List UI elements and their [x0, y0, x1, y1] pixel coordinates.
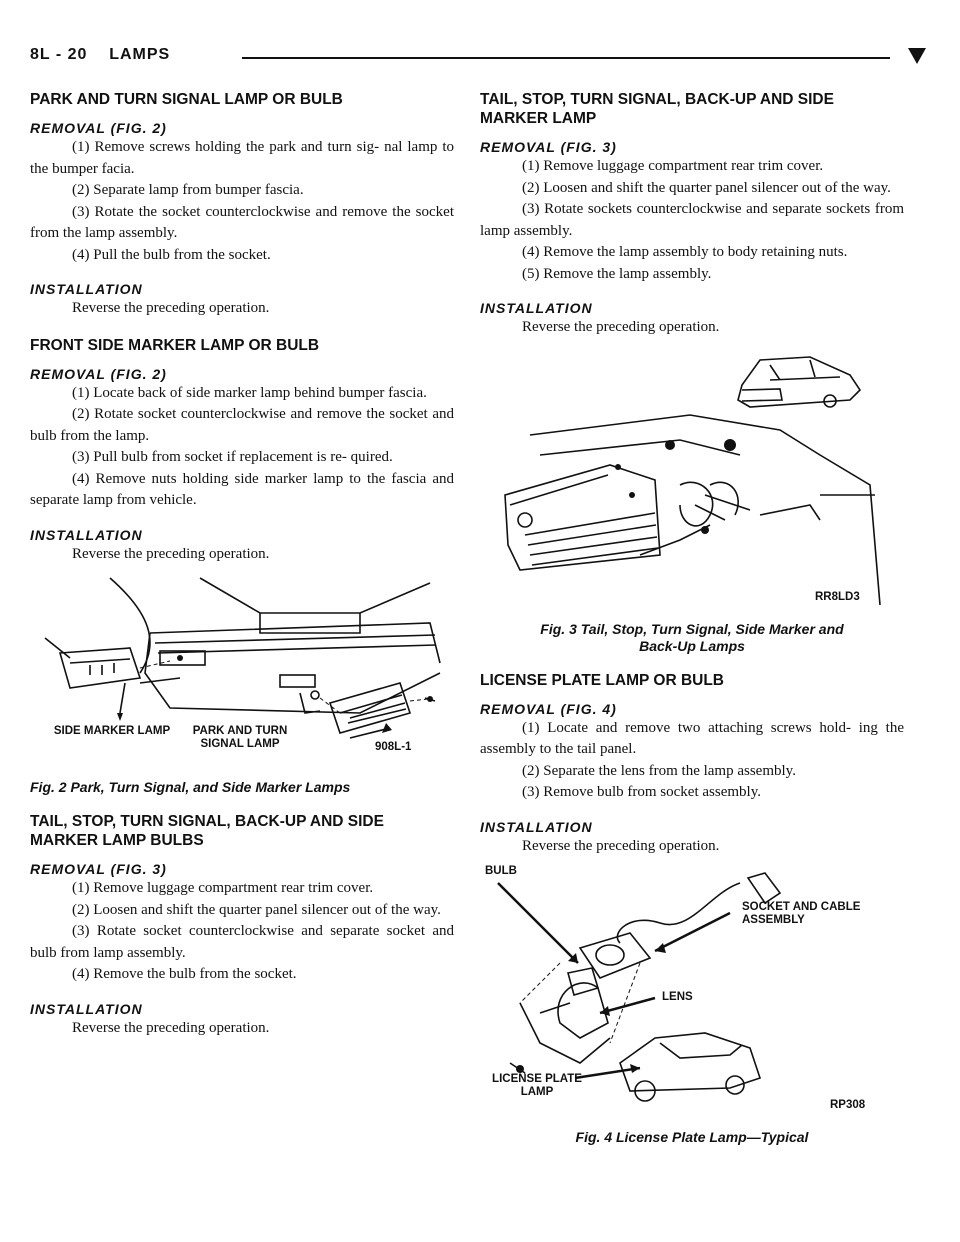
section-title: TAIL, STOP, TURN SIGNAL, BACK-UP AND SIDE MARKER LAMP BULBS	[30, 813, 384, 849]
chapter-triangle-icon	[908, 48, 926, 64]
section-title: FRONT SIDE MARKER LAMP OR BULB	[30, 336, 320, 354]
subsection-title: INSTALLATION	[30, 281, 143, 297]
bulb-label: BULB	[485, 865, 517, 877]
section-title: PARK AND TURN SIGNAL LAMP OR BULB	[30, 91, 343, 108]
side-marker-lamp-label: SIDE MARKER LAMP	[53, 725, 171, 737]
step-text: Reverse the preceding operation.	[72, 1019, 270, 1036]
figure-caption: Fig. 4 License Plate Lamp—Typical	[575, 1129, 809, 1145]
step-text: (1) Remove luggage compartment rear trim cover.	[72, 880, 374, 896]
step-text: Reverse the preceding operation.	[522, 319, 720, 335]
figure-code: RP308	[830, 1099, 866, 1111]
step-text: (3) Pull bulb from socket if replacement is re- quired.	[72, 449, 393, 465]
figure-caption-line: Fig. 3 Tail, Stop, Turn Signal, Side Marker and	[540, 620, 844, 637]
step-text: (1) Remove screws holding the park and turn sig- nal lamp to the bumper facia.	[30, 139, 454, 177]
step-text: (2) Loosen and shift the quarter panel silencer out of the way.	[522, 179, 891, 196]
step-text: Reverse the preceding operation.	[522, 837, 720, 854]
page-number-section: 8L - 20 LAMPS	[30, 46, 171, 63]
step-text: Reverse the preceding operation.	[72, 300, 270, 316]
page-header	[30, 44, 930, 72]
step-text: (1) Locate back of side marker lamp behind bumper fascia.	[72, 384, 427, 401]
step-text: (2) Separate the lens from the lamp assembly.	[522, 762, 796, 779]
step-text: (1) Locate and remove two attaching screws hold- ing the assembly to the tail panel.	[480, 719, 904, 757]
step-text: (4) Remove nuts holding side marker lamp to the fascia and separate lamp from vehicle.	[30, 470, 454, 508]
section-title: LICENSE PLATE LAMP OR BULB	[480, 671, 724, 689]
step-text: (3) Rotate socket counterclockwise and separate socket and bulb from lamp assembly.	[30, 923, 454, 961]
subsection-title: REMOVAL (FIG. 2)	[30, 365, 167, 382]
lens-label: LENS	[662, 991, 693, 1003]
step-text: (3) Rotate the socket counterclockwise and remove the socket from the lamp assembly.	[30, 203, 454, 241]
left-column	[30, 90, 454, 1039]
step-text: (2) Rotate socket counterclockwise and remove the socket and bulb from the lamp.	[30, 406, 454, 444]
figure-caption-line: Back-Up Lamps	[639, 637, 745, 654]
figure-caption: Fig. 2 Park, Turn Signal, and Side Marker Lamps	[30, 779, 351, 795]
step-text: (4) Pull the bulb from the socket.	[72, 246, 271, 263]
right-column	[480, 90, 904, 1146]
header-rule	[242, 57, 890, 59]
figure-caption	[480, 621, 904, 655]
step-text: Reverse the preceding operation.	[72, 545, 270, 562]
step-text: (3) Rotate sockets counterclockwise and separate sockets from lamp assembly.	[480, 201, 904, 239]
step-text: (2) Loosen and shift the quarter panel silencer out of the way.	[72, 901, 441, 918]
step-text: (4) Remove the lamp assembly to body retaining nuts.	[522, 244, 848, 260]
subsection-title: INSTALLATION	[30, 526, 143, 543]
subsection-title: INSTALLATION	[480, 300, 593, 316]
subsection-title: REMOVAL (FIG. 2)	[30, 120, 167, 136]
tail-lamp-drawing	[480, 345, 904, 615]
step-text: (3) Remove bulb from socket assembly.	[522, 784, 761, 800]
step-text: (1) Remove luggage compartment rear trim cover.	[522, 158, 824, 174]
fig4-illustration	[480, 863, 904, 1123]
park-turn-signal-lamp-label: PARK AND TURN SIGNAL LAMP	[192, 725, 288, 750]
step-text: (4) Remove the bulb from the socket.	[72, 966, 297, 982]
subsection-title: REMOVAL (FIG. 3)	[480, 139, 617, 155]
subsection-title: INSTALLATION	[30, 1000, 143, 1017]
step-text: (5) Remove the lamp assembly.	[522, 265, 712, 282]
fig3-illustration	[480, 345, 904, 615]
subsection-title: INSTALLATION	[480, 818, 593, 835]
license-plate-lamp-label: LICENSE PLATE LAMP	[492, 1073, 582, 1098]
figure-code: 908L-1	[375, 741, 412, 753]
subsection-title: REMOVAL (FIG. 3)	[30, 861, 167, 877]
fig2-illustration	[30, 573, 454, 773]
subsection-title: REMOVAL (FIG. 4)	[480, 700, 617, 717]
figure-code: RR8LD3	[815, 590, 860, 603]
section-title: TAIL, STOP, TURN SIGNAL, BACK-UP AND SIDE MARKER LAMP	[480, 91, 834, 127]
socket-cable-assembly-label: SOCKET AND CABLE ASSEMBLY	[742, 901, 861, 926]
step-text: (2) Separate lamp from bumper fascia.	[72, 182, 304, 198]
